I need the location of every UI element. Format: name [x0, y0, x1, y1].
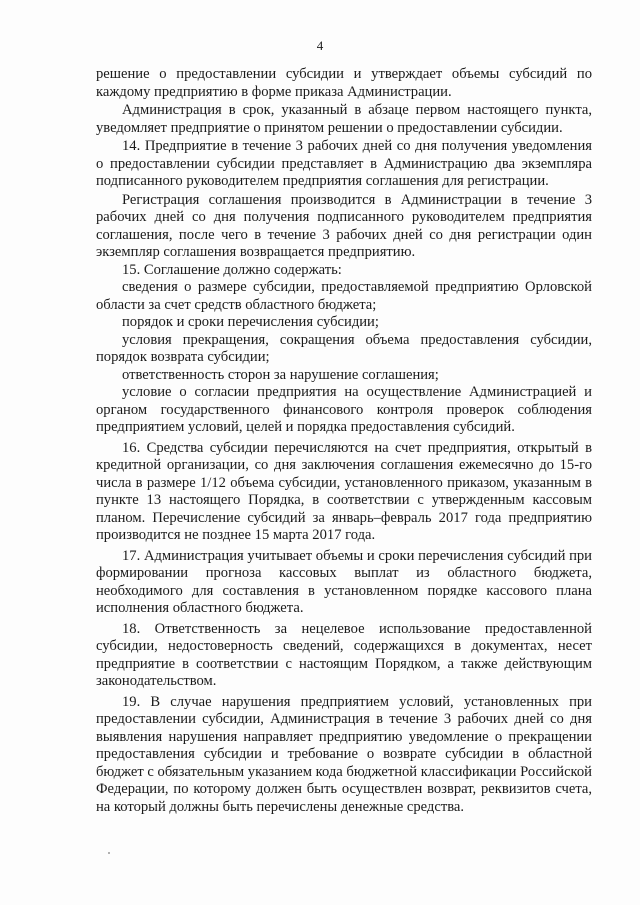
scan-speck: [108, 852, 110, 854]
document-body: [96, 66, 592, 816]
paragraph-15-item-1: сведения о размере субсидии, предоставляемой предприятию Орловской области за счет средств областного бюджета;: [96, 279, 592, 313]
paragraph-15-item-2: порядок и сроки перечисления субсидии;: [122, 314, 379, 330]
paragraph-15-item-5: условие о согласии предприятия на осуществление Администрацией и органом государственного финансового контроля проверок соблюдения предприятием условий, целей и порядка предоставления субсидий.: [96, 384, 592, 435]
paragraph-14: 14. Предприятие в течение 3 рабочих дней со дня получения уведомления о предоставлении субсидии представляет в Администрацию два экземпляра подписанного руководителем предприятия соглашения для регистрации.: [96, 138, 592, 189]
page-number: 4: [316, 38, 324, 53]
paragraph-14-registration: Регистрация соглашения производится в Администрации в течение 3 рабочих дней со дня получения подписанного руководителем предприятия соглашения, после чего в течение 3 рабочих дней со дня регистрации один экземпляр соглашения возвращается предприятию.: [96, 191, 592, 260]
paragraph-15: 15. Соглашение должно содержать:: [122, 261, 342, 278]
paragraph-16: 16. Средства субсидии перечисляются на счет предприятия, открытый в кредитной организации, со дня заключения соглашения ежемесячно до 15-го числа в размере 1/12 объема субсидии, установленного приказом, указанным в пункте 13 настоящего Порядка, в соответствии с утвержденным кассовым планом. Перечисление субсидий за январь–февраль 2017 года предприятию производится не позднее 15 марта 2017 года.: [96, 439, 592, 543]
paragraph-18: 18. Ответственность за нецелевое использование предоставленной субсидии, недостоверность сведений, содержащихся в документах, несет предприятие в соответствии с настоящим Порядком, а также действующим законодательством.: [96, 620, 592, 689]
paragraph-19: 19. В случае нарушения предприятием условий, установленных при предоставлении субсидии, Администрация в течение 3 рабочих дней со дня выявления нарушения направляет предприятию уведомление о прекращении предоставления субсидии и требование о возврате субсидии в областной бюджет с обязательным указанием кода бюджетной классификации Российской Федерации, по которому должен быть осуществлен возврат, реквизитов счета, на который должны быть перечислены денежные средства.: [96, 693, 592, 815]
paragraph-13-notice: Администрация в срок, указанный в абзаце первом настоящего пункта, уведомляет предприятие о принятом решении о предоставлении субсидии.: [96, 102, 592, 136]
paragraph-15-item-4: ответственность сторон за нарушение соглашения;: [122, 366, 439, 383]
paragraph-15-item-3: условия прекращения, сокращения объема предоставления субсидии, порядок возврата субсидии;: [96, 331, 592, 365]
paragraph-17: 17. Администрация учитывает объемы и сроки перечисления субсидий при формировании прогноза кассовых выплат из областного бюджета, необходимого для составления в установленном порядке кассового плана исполнения областного бюджета.: [96, 547, 592, 616]
paragraph-13-continuation: решение о предоставлении субсидии и утверждает объемы субсидий по каждому предприятию в форме приказа Администрации.: [96, 66, 592, 100]
